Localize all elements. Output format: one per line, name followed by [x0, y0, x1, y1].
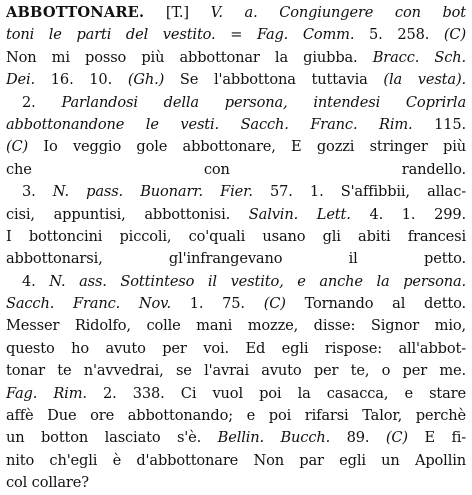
body-text: 3. — [22, 183, 53, 201]
entry-line — [6, 360, 466, 382]
entry-line — [6, 271, 466, 293]
entry-line — [6, 204, 466, 226]
body-text: Messer Ridolfo, colle mani mozze, disse: Signor mio, — [6, 317, 466, 335]
entry-line — [6, 159, 466, 181]
italic-text: Salvin. Lett. — [248, 205, 351, 223]
entry-line — [6, 427, 466, 449]
headword: ABBOTTONARE. — [6, 4, 145, 21]
body-text: col collare? — [6, 474, 89, 492]
body-text: Se l'abbottona tuttavia — [164, 71, 384, 89]
entry-line — [6, 450, 466, 472]
entry-line — [6, 338, 466, 360]
italic-text: Parlandosi della persona, intendesi Coprirla — [61, 93, 466, 111]
body-text: nito ch'egli è d'abbottonare Non par egli un Apollin — [6, 451, 466, 469]
body-text: affè Due ore abbottonando; e poi rifarsi Talor, perchè — [6, 407, 466, 425]
body-text: 5. 258. — [354, 26, 444, 44]
italic-text: Fag. Comm. — [256, 26, 355, 44]
body-text: E fi- — [407, 429, 466, 447]
entry-line — [6, 293, 466, 315]
body-text: cisi, appuntisi, abbottonisi. — [6, 205, 249, 223]
body-text: 57. 1. S'affibbii, allac- — [252, 183, 466, 201]
italic-text: (C) — [385, 429, 408, 447]
entry-line — [6, 114, 466, 136]
body-text: 2. — [22, 93, 62, 111]
italic-text: V. a. Congiungere con bot — [210, 4, 466, 21]
italic-text: (Gh.) — [127, 71, 165, 89]
body-text: un botton lasciato s'è. — [6, 429, 218, 447]
italic-text: Sacch. Franc. Nov. — [6, 295, 171, 313]
entry-line — [6, 24, 466, 46]
entry-line — [6, 47, 466, 69]
italic-text: N. pass. Buonarr. Fier. — [52, 183, 253, 201]
italic-text: Dei. — [6, 71, 36, 89]
body-text: questo ho avuto per voi. Ed egli rispose: all'abbot- — [6, 339, 466, 357]
italic-text: abbottonandone le vesti. Sacch. Franc. Rim. — [6, 115, 413, 133]
entry-line — [6, 472, 466, 494]
body-text: [T.] — [144, 4, 211, 21]
italic-text: Bellin. Bucch. — [217, 429, 331, 447]
body-text: 4. — [22, 272, 50, 290]
body-text: 89. — [330, 429, 386, 447]
entry-line — [6, 136, 466, 158]
body-text: = — [215, 26, 257, 44]
body-text: 1. 75. — [170, 295, 264, 313]
body-text: Non mi posso più abbottonar la giubba. — [6, 48, 373, 66]
entry-line — [6, 226, 466, 248]
italic-text: (la vesta). — [383, 71, 466, 89]
entry-line — [6, 69, 466, 91]
body-text: I bottoncini piccoli, co'quali usano gli abiti francesi — [6, 227, 466, 245]
body-text: Io veggio gole abbottonare, E gozzi stringer più — [28, 138, 466, 156]
entry-line — [6, 92, 466, 114]
italic-text: N. ass. Sottinteso il vestito, e anche la persona. — [49, 272, 466, 290]
body-text: 4. 1. 299. — [350, 205, 466, 223]
italic-text: Fag. Rim. — [6, 384, 87, 402]
body-text: Tornando al detto. — [285, 295, 466, 313]
body-text: 115. — [412, 115, 466, 133]
italic-text: (C) — [6, 138, 29, 156]
entry-line — [6, 315, 466, 337]
body-text: tonar te n'avvedrai, se l'avrai avuto per te, o per me. — [6, 362, 466, 380]
entry-line — [6, 2, 466, 24]
italic-text: toni le parti del vestito. — [6, 26, 216, 44]
entry-line — [6, 383, 466, 405]
entry-line — [6, 405, 466, 427]
body-text: 2. 338. Ci vuol poi la casacca, e stare — [86, 384, 466, 402]
entry-line — [6, 248, 466, 270]
italic-text: Bracc. Sch. — [372, 48, 466, 66]
body-text: 16. 10. — [35, 71, 128, 89]
body-text: che con randello. — [6, 160, 466, 178]
dictionary-entry — [6, 2, 466, 495]
italic-text: (C) — [443, 26, 466, 44]
entry-line — [6, 181, 466, 203]
italic-text: (C) — [263, 295, 286, 313]
body-text: abbottonarsi, gl'infrangevano il petto. — [6, 250, 466, 268]
